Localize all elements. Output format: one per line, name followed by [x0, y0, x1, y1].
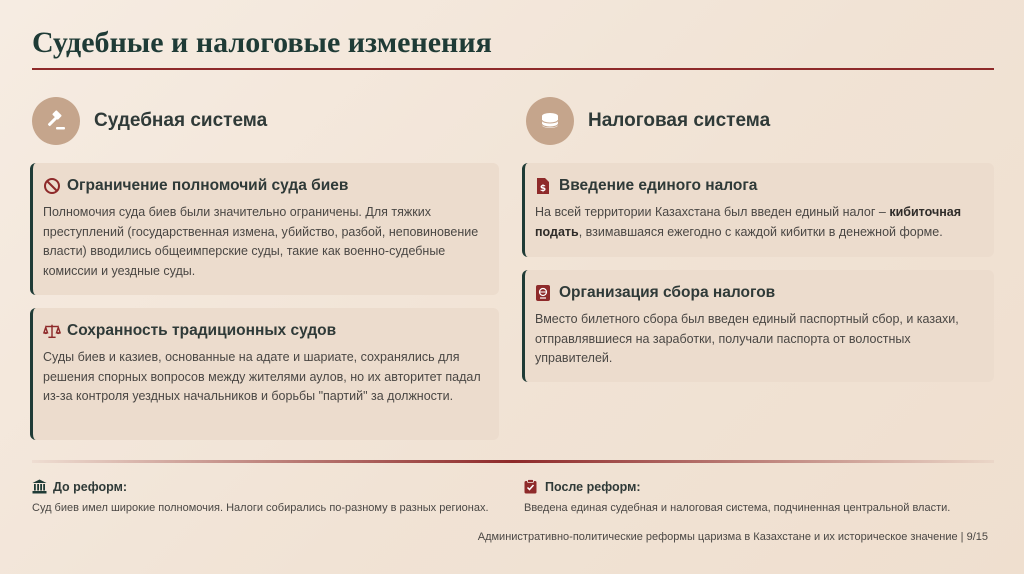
card-text: Полномочия суда биев были значительно ограничены. Для тяжких преступлений (государственная измена, убийство, разбой, неповиновение власти) вводились общеимперские суды, такие как военно-судебные комиссии и уездные суды.: [43, 205, 479, 278]
card-tax-collection: [522, 270, 994, 382]
card-text-part: , взимавшаяся ежегодно с каждой кибитки в денежной форме.: [578, 224, 943, 239]
card-text: Суды биев и казиев, основанные на адате и шариате, сохранялись для решения спорных вопросов между жителями аулов, но их авторитет падал из-за контроля уездных начальников и борьбы "партий" за должности.: [43, 350, 481, 403]
coins-icon: [526, 97, 574, 145]
card-traditional-courts: [30, 308, 499, 440]
after-reforms-label: После реформ:: [545, 479, 641, 494]
judicial-system-header: [32, 97, 267, 145]
card-bii-court-limitation: [30, 163, 499, 295]
invoice-icon: [535, 177, 553, 195]
page-title: Судебные и налоговые изменения: [32, 26, 492, 59]
passport-icon: [535, 284, 553, 302]
landmark-icon: [32, 479, 47, 494]
gavel-icon: [32, 97, 80, 145]
before-reforms-heading: [32, 479, 127, 494]
clipboard-check-icon: [524, 479, 539, 494]
title-divider: [32, 68, 994, 70]
card-text: [535, 203, 978, 242]
ban-icon: [43, 177, 61, 195]
card-text-part: На всей территории Казахстана был введен единый налог –: [535, 205, 890, 219]
tax-system-title: Налоговая система: [588, 110, 771, 131]
section-divider: [32, 460, 994, 463]
card-text-emphasis: кибиточная подать: [535, 205, 961, 239]
before-reforms-label: До реформ:: [53, 479, 128, 494]
card-title: Введение единого налога: [559, 177, 758, 194]
tax-system-header: [526, 97, 770, 145]
before-reforms-text: Суд биев имел широкие полномочия. Налоги собирались по-разному в разных регионах.: [32, 502, 489, 514]
card-title: Организация сбора налогов: [559, 284, 776, 301]
scales-icon: [43, 322, 61, 340]
card-text: Вместо билетного сбора был введен единый паспортный сбор, и казахи, отправлявшиеся на заработки, получали паспорта от волостных управителей.: [535, 312, 959, 365]
card-single-tax: [522, 163, 994, 257]
after-reforms-heading: [524, 479, 640, 494]
footer-caption: Административно-политические реформы царизма в Казахстане и их историческое значение | 9/15: [477, 531, 988, 543]
judicial-system-title: Судебная система: [94, 110, 268, 131]
card-title: Ограничение полномочий суда биев: [67, 177, 349, 194]
svg-text:$: $: [539, 184, 547, 194]
card-title: Сохранность традиционных судов: [67, 322, 337, 339]
after-reforms-text: Введена единая судебная и налоговая система, подчиненная центральной власти.: [524, 502, 951, 514]
